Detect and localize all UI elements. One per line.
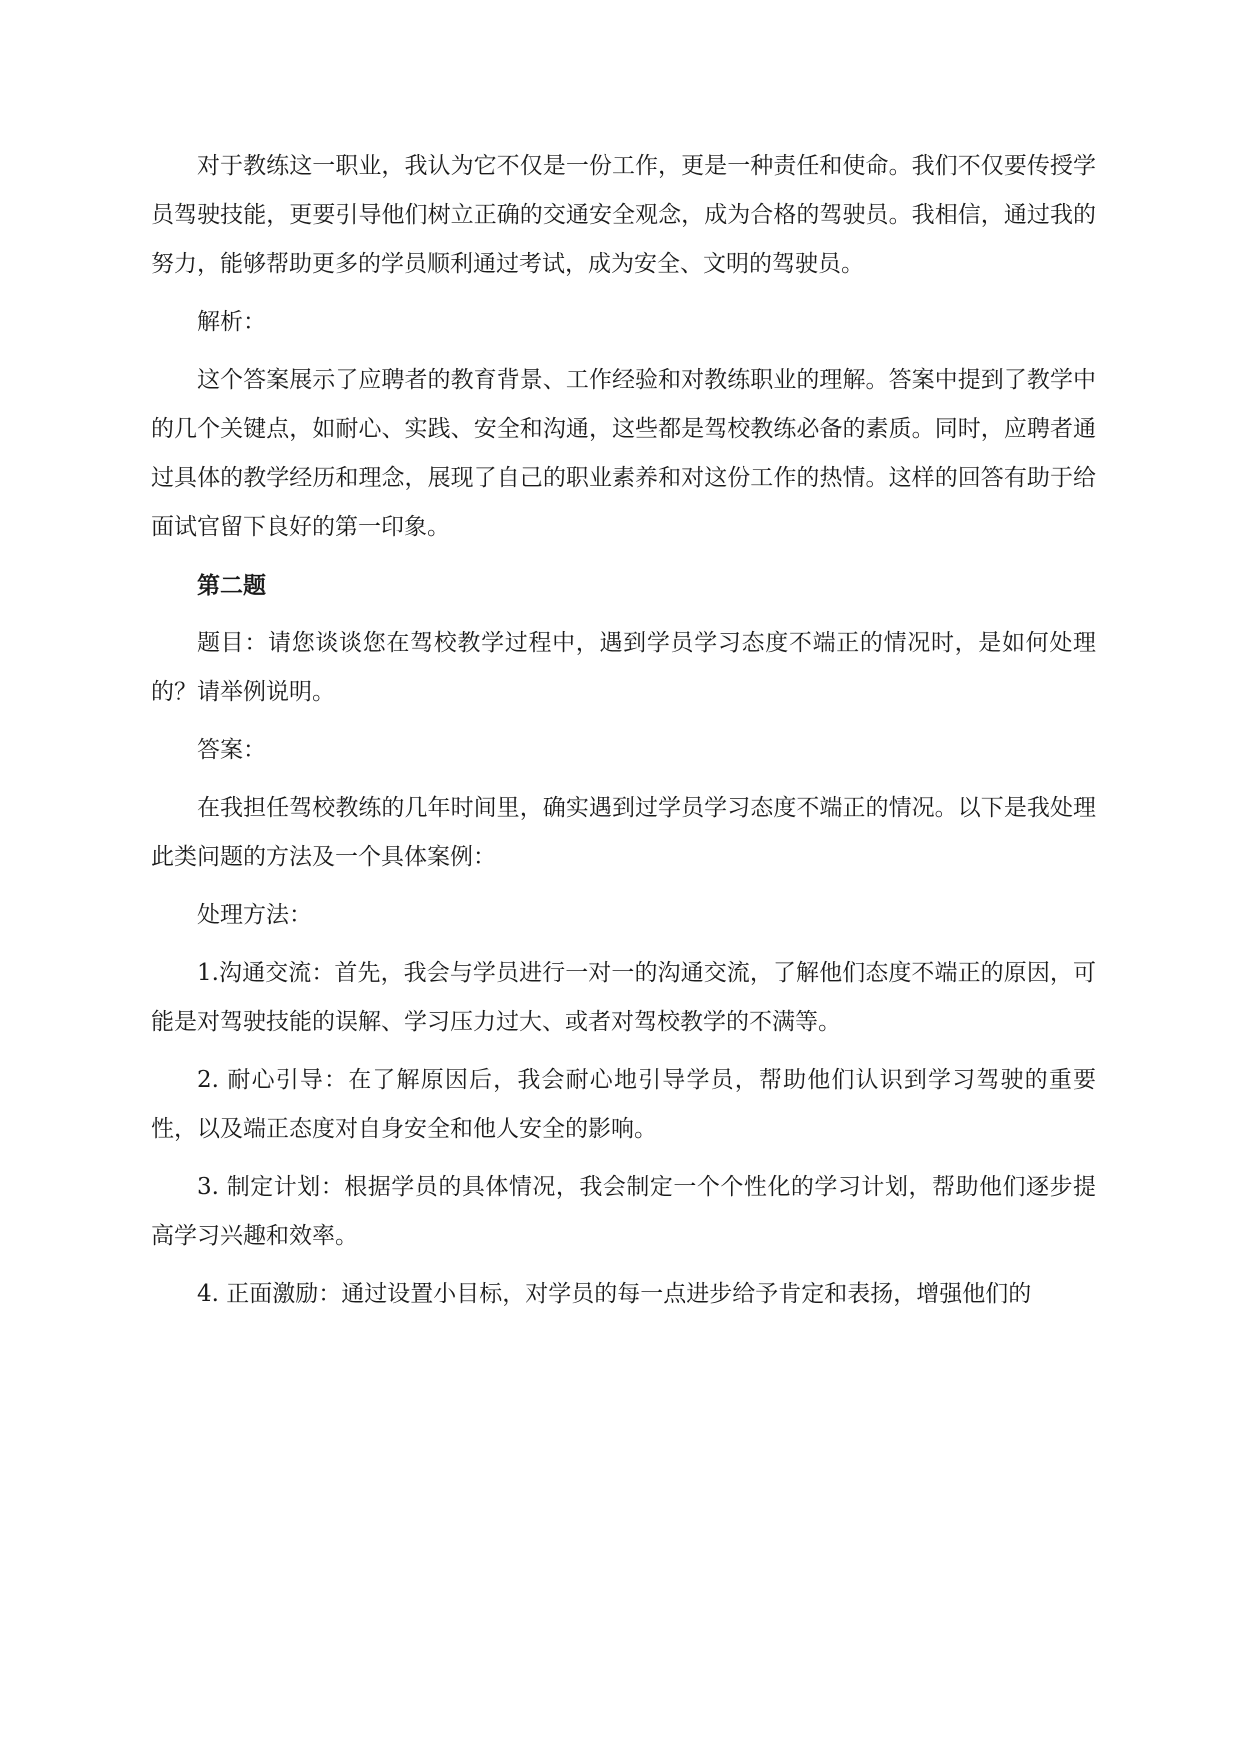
paragraph-analysis-label: 解析： [197, 309, 266, 335]
paragraph-question-prompt: 题目：请您谈谈您在驾校教学过程中，遇到学员学习态度不端正的情况时，是如何处理的？请举例说明。 [151, 630, 1096, 705]
paragraph-coach-career-view: 对于教练这一职业，我认为它不仅是一份工作，更是一种责任和使命。我们不仅要传授学员驾驶技能，更要引导他们树立正确的交通安全观念，成为合格的驾驶员。我相信，通过我的努力，能够帮助更多的学员顺利通过考试，成为安全、文明的驾驶员。 [151, 153, 1096, 277]
list-item-positive-motivation: 4. 正面激励：通过设置小目标，对学员的每一点进步给予肯定和表扬，增强他们的 [197, 1281, 1032, 1307]
list-item-patient-guidance: 2. 耐心引导：在了解原因后，我会耐心地引导学员，帮助他们认识到学习驾驶的重要性，以及端正态度对自身安全和他人安全的影响。 [151, 1067, 1096, 1142]
paragraph-methods-label: 处理方法： [197, 902, 312, 928]
document-body [151, 142, 1096, 1328]
paragraph-analysis-body: 这个答案展示了应聘者的教育背景、工作经验和对教练职业的理解。答案中提到了教学中的几个关键点，如耐心、实践、安全和沟通，这些都是驾校教练必备的素质。同时，应聘者通过具体的教学经历和理念，展现了自己的职业素养和对这份工作的热情。这样的回答有助于给面试官留下良好的第一印象。 [151, 367, 1096, 540]
section-heading-question-two: 第二题 [197, 572, 266, 599]
list-item-make-plan: 3. 制定计划：根据学员的具体情况，我会制定一个个性化的学习计划，帮助他们逐步提高学习兴趣和效率。 [151, 1174, 1096, 1249]
paragraph-answer-intro: 在我担任驾校教练的几年时间里，确实遇到过学员学习态度不端正的情况。以下是我处理此类问题的方法及一个具体案例： [151, 795, 1096, 870]
paragraph-answer-label: 答案： [197, 737, 266, 763]
list-item-communication: 1.沟通交流：首先，我会与学员进行一对一的沟通交流，了解他们态度不端正的原因，可能是对驾驶技能的误解、学习压力过大、或者对驾校教学的不满等。 [151, 960, 1096, 1035]
